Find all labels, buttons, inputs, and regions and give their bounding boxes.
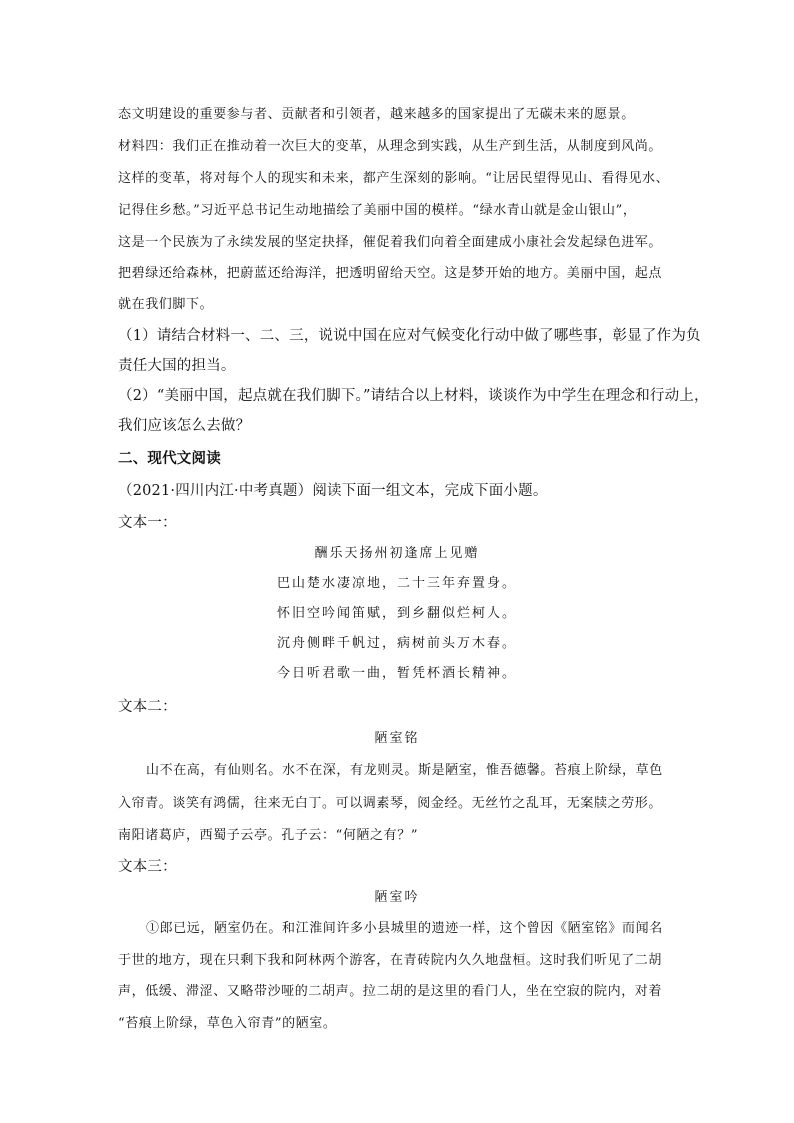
material-line: 记得住乡愁。”习近平总书记生动地描绘了美丽中国的模样。“绿水青山就是金山银山”， xyxy=(118,203,637,218)
section-title: 二、现代文阅读 xyxy=(118,450,221,467)
text2-label: 文本二： xyxy=(118,699,177,715)
material-line: 这样的变革，将对每个人的现实和未来，都产生深刻的影响。“让居民望得见山、看得见水、 xyxy=(118,171,670,186)
source-line: （2021·四川内江·中考真题）阅读下面一组文本，完成下面小题。 xyxy=(118,483,548,499)
material-line: 材料四：我们正在推动着一次巨大的变革，从理念到实践，从生产到生活，从制度到风尚。 xyxy=(118,139,663,154)
poem-line: 巴山楚水凄凉地，二十三年弃置身。 xyxy=(276,576,517,591)
question-1-line: （1）请结合材料一、二、三，说说中国在应对气候变化行动中做了哪些事，彰显了作为负 xyxy=(118,328,701,344)
text2-line: 入帘青。谈笑有鸿儒，往来无白丁。可以调素琴，阅金经。无丝竹之乱耳，无案牍之劳形。 xyxy=(118,796,663,811)
question-2-line: 我们应该怎么去做？ xyxy=(118,418,251,434)
text3-label: 文本三： xyxy=(118,859,177,875)
poem-line: 今日听君歌一曲，暂凭杯酒长精神。 xyxy=(276,666,517,681)
poem-line: 沉舟侧畔千帆过，病树前头万木春。 xyxy=(276,636,517,651)
question-2-line: （2）“美丽中国，起点就在我们脚下。”请结合以上材料，谈谈作为中学生在理念和行动上， xyxy=(118,388,709,404)
text3-line: “苔痕上阶绿，草色入帘青”的陋室。 xyxy=(118,1016,337,1031)
text3-line: 声，低缓、滞涩、又略带沙哑的二胡声。拉二胡的是这里的看门人，坐在空寂的院内，对着 xyxy=(118,984,663,999)
question-1-line: 责任大国的担当。 xyxy=(118,358,236,374)
text3-line: 于世的地方，现在只剩下我和阿林两个游客，在青砖院内久久地盘桓。这时我们听见了二胡 xyxy=(118,953,663,968)
text3-line: ①郎已远，陋室仍在。和江淮间许多小县城里的遗迹一样，这个曾因《陋室铭》而闻名 xyxy=(146,921,663,936)
text1-label: 文本一： xyxy=(118,515,177,531)
material-line: 这是一个民族为了永续发展的坚定抉择，催促着我们向着全面建成小康社会发起绿色进军。 xyxy=(118,235,663,250)
text2-line: 山不在高，有仙则名。水不在深，有龙则灵。斯是陋室，惟吾德馨。苔痕上阶绿，草色 xyxy=(146,763,663,778)
text1-title: 酬乐天扬州初逢席上见赠 xyxy=(314,546,480,561)
poem-line: 怀旧空吟闻笛赋，到乡翻似烂柯人。 xyxy=(276,606,517,621)
text2-line: 南阳诸葛庐，西蜀子云亭。孔子云：“何陋之有？” xyxy=(118,828,419,843)
text3-title: 陋室吟 xyxy=(374,890,420,905)
material-line: 态文明建设的重要参与者、贡献者和引领者，越来越多的国家提出了无碳未来的愿景。 xyxy=(118,107,635,122)
text2-title: 陋室铭 xyxy=(374,731,420,746)
material-line: 把碧绿还给森林，把蔚蓝还给海洋，把透明留给天空。这是梦开始的地方。美丽中国，起点 xyxy=(118,266,663,281)
material-line: 就在我们脚下。 xyxy=(118,297,214,312)
